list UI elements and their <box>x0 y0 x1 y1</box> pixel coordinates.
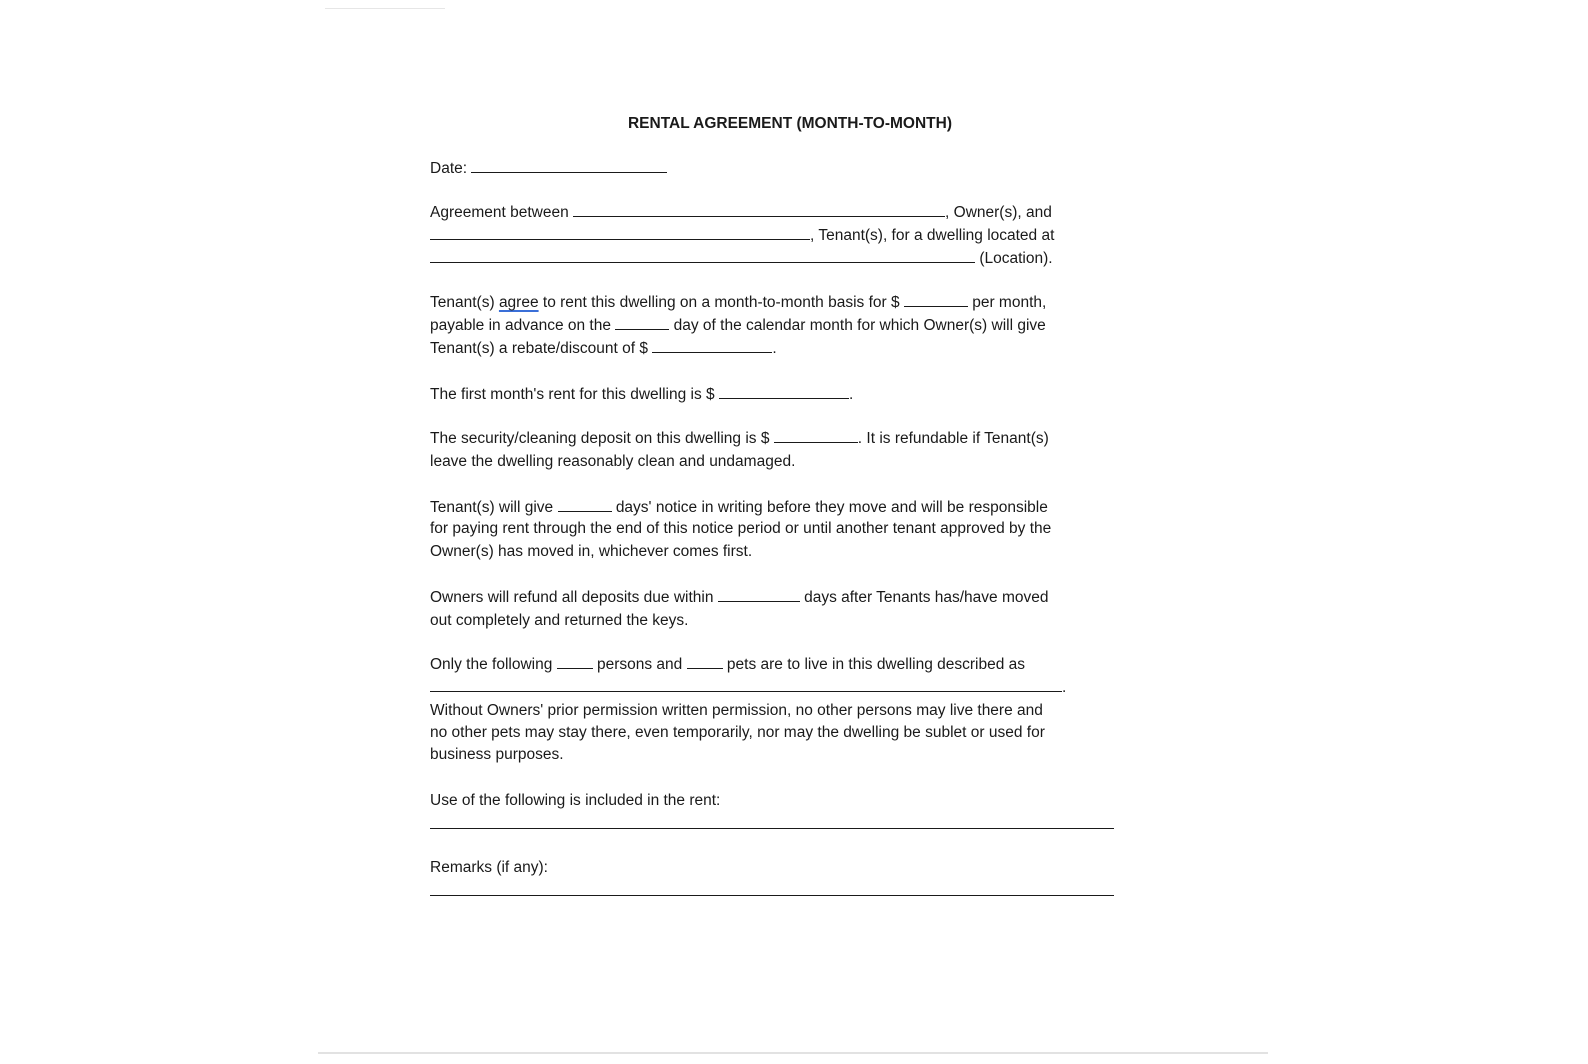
rent-line-2 <box>430 314 1046 337</box>
persons-count-blank <box>557 653 593 669</box>
remarks-label: Remarks (if any): <box>430 859 548 876</box>
refund-label: Owners will refund all deposits due within <box>430 589 714 606</box>
occupants-label: Only the following <box>430 656 553 673</box>
first-month-label: The first month's rent for this dwelling is $ <box>430 386 715 403</box>
notice-line-1 <box>430 496 1048 519</box>
rent-payable-suffix: day of the calendar month for which Owner(s) will give <box>673 317 1046 334</box>
deposit-line-2: leave the dwelling reasonably clean and undamaged. <box>430 453 796 470</box>
remarks-line <box>430 895 1114 896</box>
owner-suffix: , Owner(s), and <box>945 204 1052 221</box>
first-month-row <box>430 383 853 406</box>
spellcheck-word-agree: agree <box>498 294 539 311</box>
refund-line-1 <box>430 586 1049 609</box>
occupants-line-4: no other pets may stay there, even temporarily, nor may the dwelling be sublet or used for <box>430 724 1045 741</box>
rebate-suffix: . <box>772 340 777 357</box>
refund-line-2: out completely and returned the keys. <box>430 612 689 629</box>
deposit-line-1 <box>430 427 1049 450</box>
deposit-label: The security/cleaning deposit on this dwelling is $ <box>430 430 770 447</box>
pets-count-blank <box>687 653 723 669</box>
dwelling-description-blank <box>430 676 1062 692</box>
agreement-line-3 <box>430 247 1053 270</box>
occupants-line-2 <box>430 676 1066 699</box>
occupants-line-5: business purposes. <box>430 746 564 763</box>
occupants-line-3: Without Owners' prior permission written permission, no other persons may live there and <box>430 702 1043 719</box>
refund-days-blank <box>718 586 800 602</box>
document-title: RENTAL AGREEMENT (MONTH-TO-MONTH) <box>627 115 953 132</box>
rent-text-b: to rent this dwelling on a month-to-month basis for $ <box>542 294 900 311</box>
agreement-line-1 <box>430 201 1052 224</box>
page-bottom-divider <box>318 1052 1268 1054</box>
persons-label: persons and <box>596 656 683 673</box>
included-items-line <box>430 828 1114 829</box>
first-month-suffix: . <box>848 386 854 403</box>
tenant-name-blank <box>430 224 810 240</box>
deposit-blank <box>774 427 858 443</box>
due-day-blank <box>615 314 669 330</box>
location-suffix: (Location). <box>979 250 1053 267</box>
dwelling-description-suffix: . <box>1062 679 1067 696</box>
notice-line-3: Owner(s) has moved in, whichever comes first. <box>430 543 753 560</box>
notice-label: Tenant(s) will give <box>430 499 554 516</box>
occupants-line-1 <box>430 653 1025 676</box>
rebate-blank <box>652 337 772 353</box>
pets-label: pets are to live in this dwelling described as <box>726 656 1026 673</box>
rent-text-a: Tenant(s) <box>430 294 495 311</box>
deposit-suffix: . It is refundable if Tenant(s) <box>857 430 1049 447</box>
notice-days-blank <box>558 496 612 512</box>
date-blank <box>471 157 667 173</box>
agreement-line-2 <box>430 224 1054 247</box>
owner-name-blank <box>573 201 945 217</box>
notice-line-2: for paying rent through the end of this notice period or until another tenant approved by the <box>430 520 1052 537</box>
agreement-between-label: Agreement between <box>430 204 569 221</box>
first-month-blank <box>719 383 849 399</box>
rent-line-3 <box>430 337 777 360</box>
refund-suffix: days after Tenants has/have moved <box>804 589 1049 606</box>
rent-text-c: per month, <box>972 294 1047 311</box>
included-label: Use of the following is included in the rent: <box>430 792 721 809</box>
location-blank <box>430 247 975 263</box>
tenant-suffix: , Tenant(s), for a dwelling located at <box>810 227 1055 244</box>
monthly-rent-blank <box>904 291 968 307</box>
rent-payable-label: payable in advance on the <box>430 317 611 334</box>
notice-suffix: days' notice in writing before they move and will be responsible <box>615 499 1048 516</box>
rebate-label: Tenant(s) a rebate/discount of $ <box>430 340 648 357</box>
rent-line-1 <box>430 291 1046 314</box>
date-row <box>430 157 667 180</box>
page-edge-divider <box>325 8 445 9</box>
date-label: Date: <box>430 160 468 177</box>
